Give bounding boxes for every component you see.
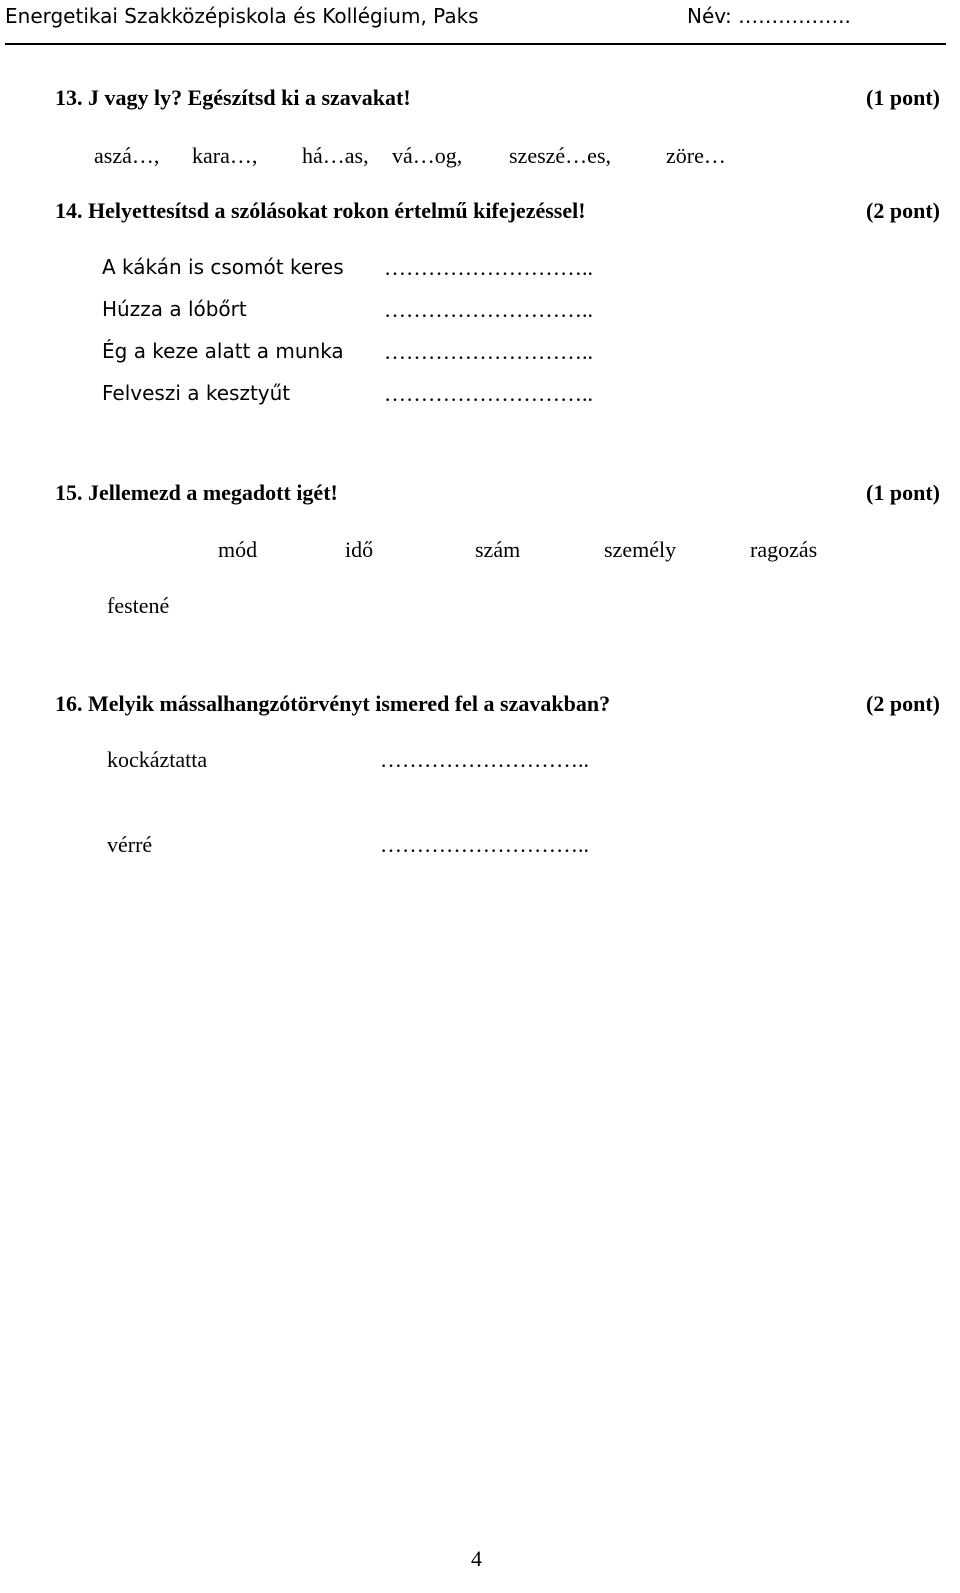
task-14-title: 14. Helyettesítsd a szólásokat rokon értelmű kifejezéssel! <box>55 198 586 223</box>
idiom-4-blank: ……………………….. <box>384 381 593 406</box>
task-13-title: 13. J vagy ly? Egészítsd ki a szavakat! <box>55 85 411 110</box>
idiom-3-blank: ……………………….. <box>384 339 593 364</box>
idiom-3: Ég a keze alatt a munka <box>102 339 344 363</box>
page-number: 4 <box>471 1546 482 1571</box>
column-ido: idő <box>345 537 374 562</box>
idiom-1-blank: ……………………….. <box>384 255 593 280</box>
task-16-title: 16. Melyik mássalhangzótörvényt ismered fel a szavakban? <box>55 691 611 716</box>
task-15-title: 15. Jellemezd a megadott igét! <box>55 480 338 505</box>
column-mod: mód <box>218 537 258 562</box>
idiom-2: Húzza a lóbőrt <box>102 297 247 321</box>
idiom-4: Felveszi a kesztyűt <box>102 381 291 405</box>
idiom-1: A kákán is csomót keres <box>102 255 344 279</box>
word-kockaztatta-blank: ……………………….. <box>380 747 589 772</box>
task-14-points: (2 pont) <box>866 198 940 223</box>
task-16-points: (2 pont) <box>866 691 940 716</box>
column-szam: szám <box>475 537 521 562</box>
task-13-word-1: aszá…, <box>94 143 160 168</box>
column-szemely: személy <box>604 537 677 562</box>
column-ragozas: ragozás <box>750 537 818 562</box>
school-name: Energetikai Szakközépiskola és Kollégium, Paks <box>5 4 479 28</box>
task-13-word-3: há…as, <box>302 143 369 168</box>
word-verre-blank: ……………………….. <box>380 832 589 857</box>
task-15-points: (1 pont) <box>866 480 940 505</box>
verb-festene: festené <box>107 593 170 618</box>
task-13-word-4: vá…og, <box>392 143 463 168</box>
task-13-points: (1 pont) <box>866 85 940 110</box>
idiom-2-blank: ……………………….. <box>384 297 593 322</box>
name-field: Név: …………….. <box>687 4 851 28</box>
word-verre: vérré <box>107 832 153 857</box>
task-13-word-6: zöre… <box>666 143 726 168</box>
word-kockaztatta: kockáztatta <box>107 747 208 772</box>
page-header <box>5 0 946 45</box>
task-13-word-2: kara…, <box>192 143 258 168</box>
task-13-word-5: szeszé…es, <box>509 143 612 168</box>
